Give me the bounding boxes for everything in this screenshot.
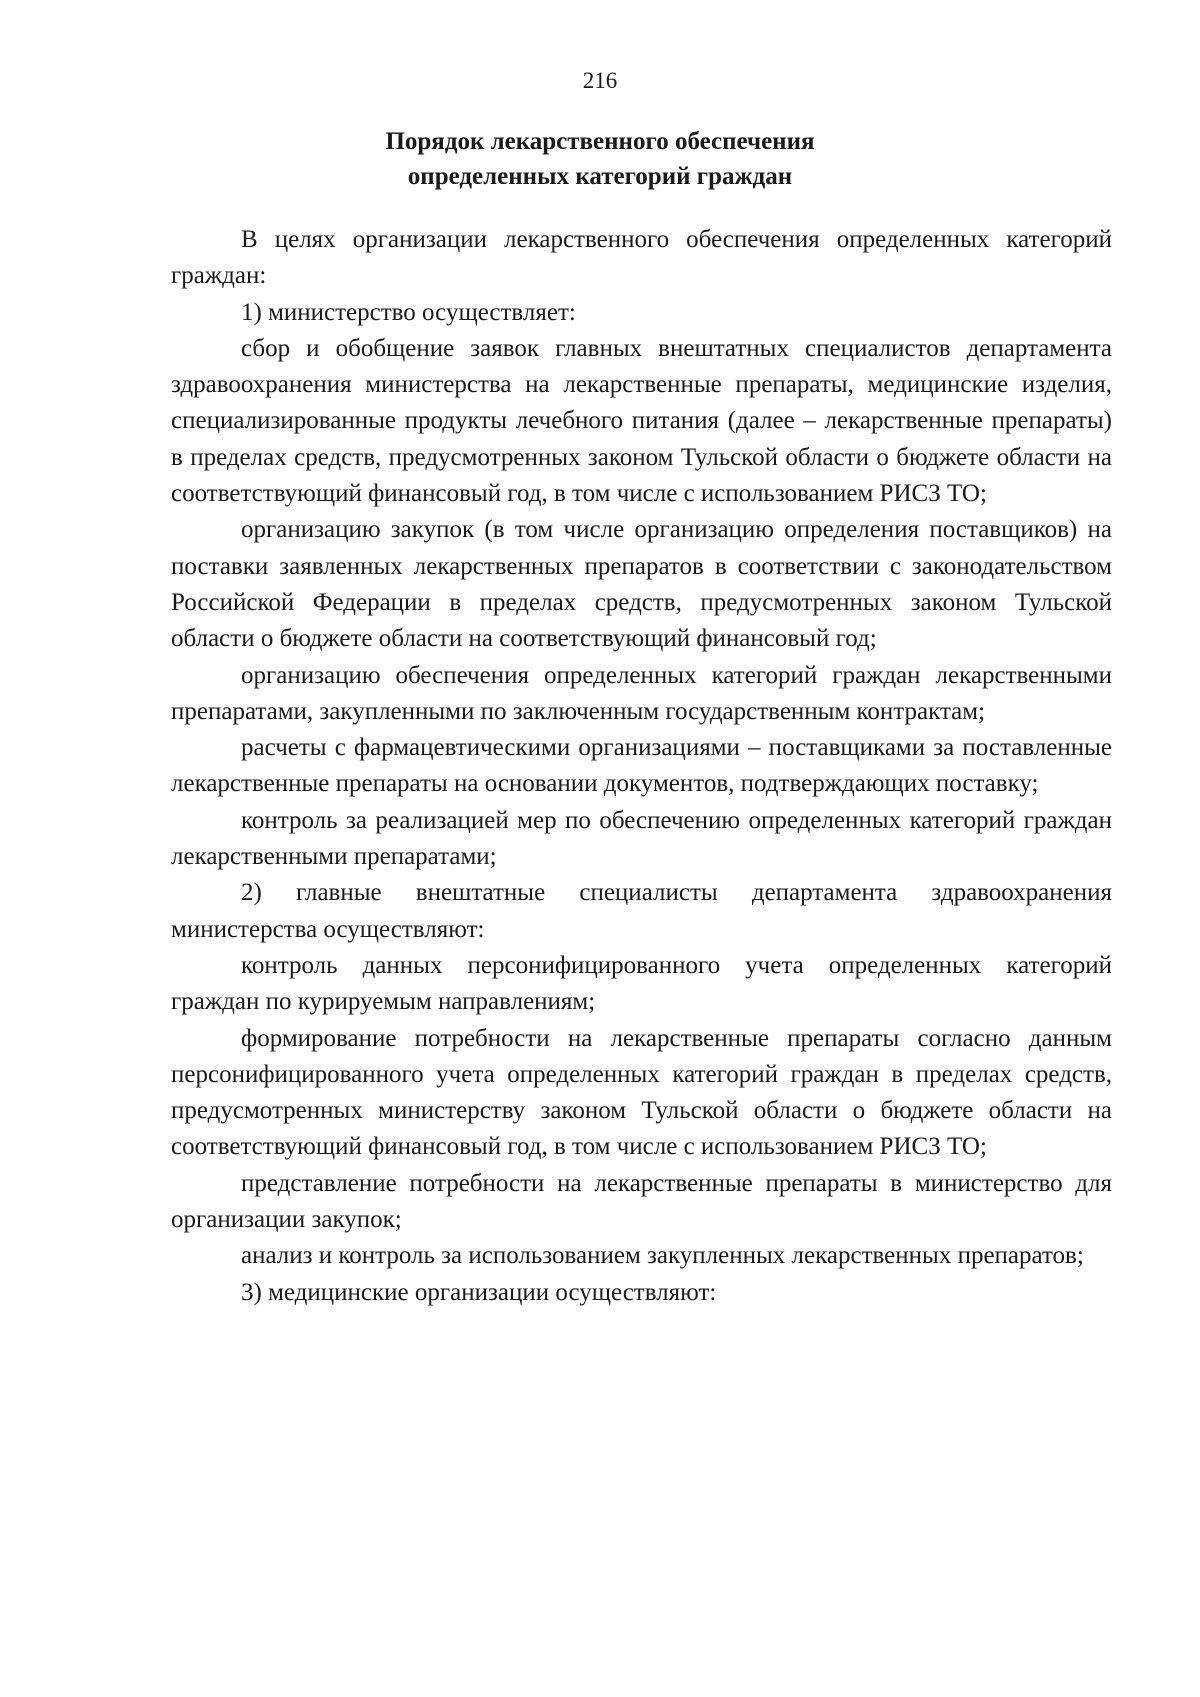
document-body [171, 222, 1112, 1311]
paragraph-demand-formation: формирование потребности на лекарственные препараты согласно данным персонифицированного учета определенных категорий граждан в пределах средств, предусмотренных министерству законом Тульской области о бюджете области на соответствующий финансовый год, в том числе с использованием РИСЗ ТО; [171, 1024, 1112, 1161]
page-number: 216 [582, 68, 618, 93]
paragraph-demand-submission: представление потребности на лекарственные препараты в министерство для организации закупок; [171, 1169, 1112, 1234]
paragraph-settlements: расчеты с фармацевтическими организациями – поставщиками за поставленные лекарственные препараты на основании документов, подтверждающих поставку; [171, 734, 1112, 798]
paragraph-control: контроль за реализацией мер по обеспечению определенных категорий граждан лекарственными препаратами; [171, 806, 1112, 871]
paragraph-provision: организацию обеспечения определенных категорий граждан лекарственными препаратами, закупленными по заключенным государственным контрактам; [171, 661, 1112, 725]
paragraph-collection-of-requests: сбор и обобщение заявок главных внештатных специалистов департамента здравоохранения министерства на лекарственные препараты, медицинские изделия, специализированные продукты лечебного питания (далее – лекарственные препараты) в пределах средств, предусмотренных законом Тульской области о бюджете области на соответствующий финансовый год, в том числе с использованием РИСЗ ТО; [171, 334, 1112, 508]
paragraph-procurement: организацию закупок (в том числе организацию определения поставщиков) на поставки заявленных лекарственных препаратов в соответствии с законодательством Российской Федерации в пределах средств, предусмотренных законом Тульской области о бюджете области на соответствующий финансовый год; [171, 516, 1112, 653]
title-line-1: Порядок лекарственного обеспечения [385, 128, 815, 155]
paragraph-item-1-heading: 1) министерство осуществляет: [241, 298, 576, 326]
paragraph-data-control: контроль данных персонифицированного учета определенных категорий граждан по курируемым направлениям; [171, 951, 1112, 1016]
title-line-2: определенных категорий граждан [407, 163, 793, 190]
paragraph-item-2-heading: 2) главные внештатные специалисты департамента здравоохранения министерства осуществляют: [171, 879, 1112, 943]
document-title [0, 124, 1200, 194]
paragraph-intro: В целях организации лекарственного обеспечения определенных категорий граждан: [171, 226, 1112, 290]
paragraph-analysis: анализ и контроль за использованием закупленных лекарственных препаратов; [241, 1242, 1084, 1270]
paragraph-item-3-heading: 3) медицинские организации осуществляют: [241, 1278, 717, 1306]
